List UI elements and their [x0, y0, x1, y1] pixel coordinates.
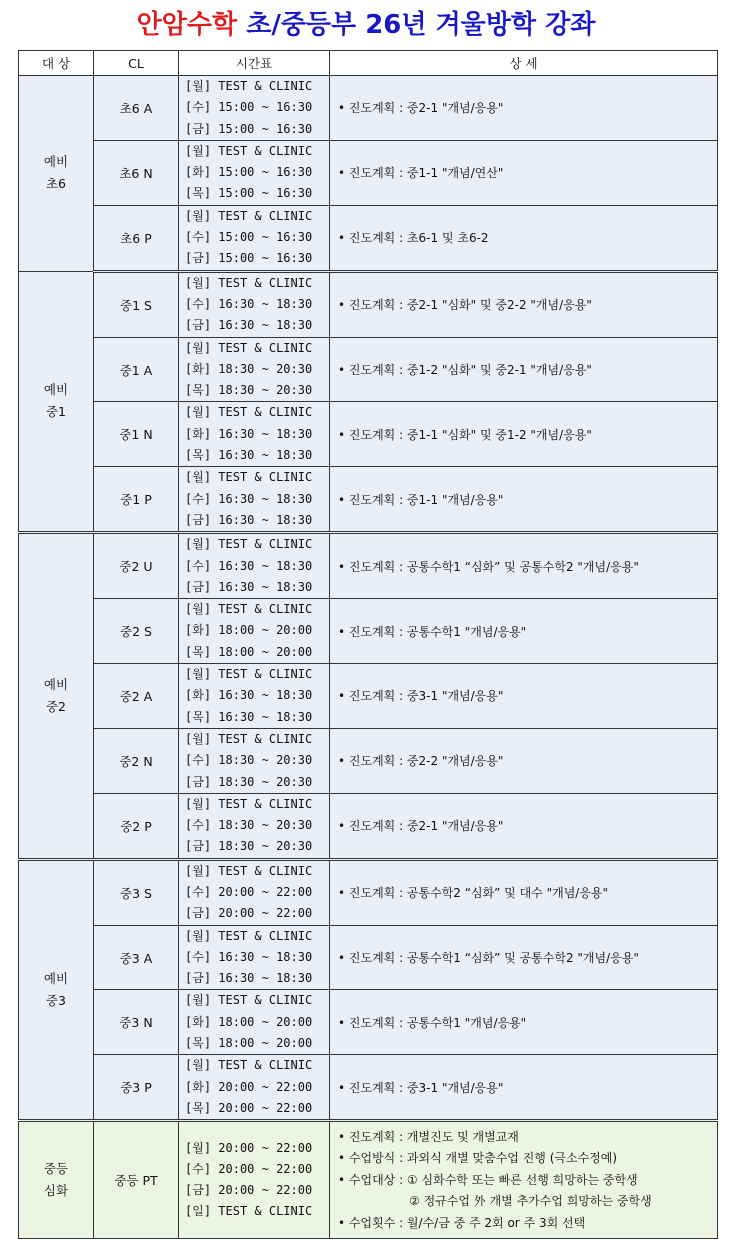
schedule-cell: [월] TEST & CLINIC [수] 18:30 ~ 20:30 [금] 18:30 ~ 20:30	[179, 793, 330, 859]
detail-cell: • 진도계획 : 중2-1 "개념/응용"	[330, 793, 718, 859]
title-brand: 안암수학	[136, 10, 238, 40]
class-code: 중2 S	[94, 599, 179, 664]
detail-cell: • 진도계획 : 공통수학1 “심화” 및 공통수학2 "개념/응용"	[330, 925, 718, 990]
schedule-cell: [월] TEST & CLINIC [수] 16:30 ~ 18:30 [금] 16:30 ~ 18:30	[179, 925, 330, 990]
schedule-cell: [월] TEST & CLINIC [수] 15:00 ~ 16:30 [금] 15:00 ~ 16:30	[179, 205, 330, 271]
schedule-cell: [월] TEST & CLINIC [수] 16:30 ~ 18:30 [금] 16:30 ~ 18:30	[179, 533, 330, 599]
target-cell: 중등 심화	[19, 1121, 94, 1239]
class-code: 중1 A	[94, 337, 179, 402]
table-row	[19, 859, 718, 925]
target-cell: 예비 중1	[19, 271, 94, 533]
detail-cell: • 진도계획 : 중3-1 "개념/응용"	[330, 1055, 718, 1121]
title-course: 초/중등부 26년 겨울방학 강좌	[246, 10, 596, 40]
advanced-row	[19, 1121, 718, 1239]
detail-cell: • 진도계획 : 중1-1 "개념/응용"	[330, 467, 718, 533]
class-code: 초6 A	[94, 76, 179, 141]
class-code: 중3 S	[94, 859, 179, 925]
class-code: 중1 S	[94, 271, 179, 337]
target-cell: 예비 중3	[19, 859, 94, 1121]
page-title	[0, 4, 732, 44]
detail-cell: • 진도계획 : 중2-1 "심화" 및 중2-2 "개념/응용"	[330, 271, 718, 337]
class-code: 중3 N	[94, 990, 179, 1055]
schedule-cell: [월] TEST & CLINIC [화] 15:00 ~ 16:30 [목] 15:00 ~ 16:30	[179, 140, 330, 205]
table-row	[19, 925, 718, 990]
table-row	[19, 990, 718, 1055]
detail-cell: • 진도계획 : 공통수학1 "개념/응용"	[330, 990, 718, 1055]
schedule-cell: [월] TEST & CLINIC [화] 18:00 ~ 20:00 [목] 18:00 ~ 20:00	[179, 990, 330, 1055]
detail-cell: • 진도계획 : 중3-1 "개념/응용"	[330, 664, 718, 729]
table-row	[19, 1055, 718, 1121]
detail-cell: • 진도계획 : 공통수학2 “심화” 및 대수 "개념/응용"	[330, 859, 718, 925]
detail-cell: • 진도계획 : 중2-1 "개념/응용"	[330, 76, 718, 141]
schedule-cell: [월] 20:00 ~ 22:00 [수] 20:00 ~ 22:00 [금] 20:00 ~ 22:00 [일] TEST & CLINIC	[179, 1121, 330, 1239]
schedule-cell: [월] TEST & CLINIC [수] 16:30 ~ 18:30 [금] 16:30 ~ 18:30	[179, 271, 330, 337]
detail-cell: • 진도계획 : 중1-1 "심화" 및 중1-2 "개념/응용"	[330, 402, 718, 467]
header-detail: 상 세	[330, 51, 718, 76]
header-schedule: 시간표	[179, 51, 330, 76]
detail-cell: • 진도계획 : 중1-2 "심화" 및 중2-1 "개념/응용"	[330, 337, 718, 402]
table-row	[19, 728, 718, 793]
table-row	[19, 664, 718, 729]
table-row	[19, 76, 718, 141]
detail-cell: • 진도계획 : 초6-1 및 초6-2	[330, 205, 718, 271]
class-code: 중3 A	[94, 925, 179, 990]
table-row	[19, 140, 718, 205]
class-code: 중2 P	[94, 793, 179, 859]
schedule-cell: [월] TEST & CLINIC [화] 16:30 ~ 18:30 [목] 16:30 ~ 18:30	[179, 664, 330, 729]
table-row	[19, 533, 718, 599]
table-row	[19, 599, 718, 664]
class-code: 초6 N	[94, 140, 179, 205]
schedule-cell: [월] TEST & CLINIC [수] 20:00 ~ 22:00 [금] 20:00 ~ 22:00	[179, 859, 330, 925]
schedule-cell: [월] TEST & CLINIC [수] 15:00 ~ 16:30 [금] 15:00 ~ 16:30	[179, 76, 330, 141]
table-row	[19, 271, 718, 337]
header-cl: CL	[94, 51, 179, 76]
header-target: 대 상	[19, 51, 94, 76]
target-cell: 예비 초6	[19, 76, 94, 272]
class-code: 중1 N	[94, 402, 179, 467]
table-row	[19, 467, 718, 533]
schedule-cell: [월] TEST & CLINIC [화] 18:00 ~ 20:00 [목] 18:00 ~ 20:00	[179, 599, 330, 664]
class-code: 중3 P	[94, 1055, 179, 1121]
detail-cell: • 진도계획 : 개별진도 및 개별교재 • 수업방식 : 과외식 개별 맞춤수업 진행 (극소수정예) • 수업대상 : ① 심화수학 또는 빠른 선행 희망하는 중학생 ② 정규수업 外 개별 추가수업 희망하는 중학생 • 수업횟수 : 월/수/금 중 주 2회 or 주 3회 선택	[330, 1121, 718, 1239]
detail-cell: • 진도계획 : 중1-1 "개념/연산"	[330, 140, 718, 205]
table-row	[19, 402, 718, 467]
schedule-cell: [월] TEST & CLINIC [수] 18:30 ~ 20:30 [금] 18:30 ~ 20:30	[179, 728, 330, 793]
schedule-cell: [월] TEST & CLINIC [화] 18:30 ~ 20:30 [목] 18:30 ~ 20:30	[179, 337, 330, 402]
schedule-cell: [월] TEST & CLINIC [수] 16:30 ~ 18:30 [금] 16:30 ~ 18:30	[179, 467, 330, 533]
class-code: 중1 P	[94, 467, 179, 533]
detail-cell: • 진도계획 : 중2-2 "개념/응용"	[330, 728, 718, 793]
schedule-cell: [월] TEST & CLINIC [화] 16:30 ~ 18:30 [목] 16:30 ~ 18:30	[179, 402, 330, 467]
schedule-table	[18, 50, 718, 1239]
class-code: 중등 PT	[94, 1121, 179, 1239]
schedule-body	[19, 76, 718, 1239]
schedule-cell: [월] TEST & CLINIC [화] 20:00 ~ 22:00 [목] 20:00 ~ 22:00	[179, 1055, 330, 1121]
detail-cell: • 진도계획 : 공통수학1 "개념/응용"	[330, 599, 718, 664]
target-cell: 예비 중2	[19, 533, 94, 859]
table-row	[19, 337, 718, 402]
table-row	[19, 793, 718, 859]
class-code: 초6 P	[94, 205, 179, 271]
class-code: 중2 A	[94, 664, 179, 729]
class-code: 중2 N	[94, 728, 179, 793]
class-code: 중2 U	[94, 533, 179, 599]
table-row	[19, 205, 718, 271]
header-row	[19, 51, 718, 76]
detail-cell: • 진도계획 : 공통수학1 “심화” 및 공통수학2 "개념/응용"	[330, 533, 718, 599]
